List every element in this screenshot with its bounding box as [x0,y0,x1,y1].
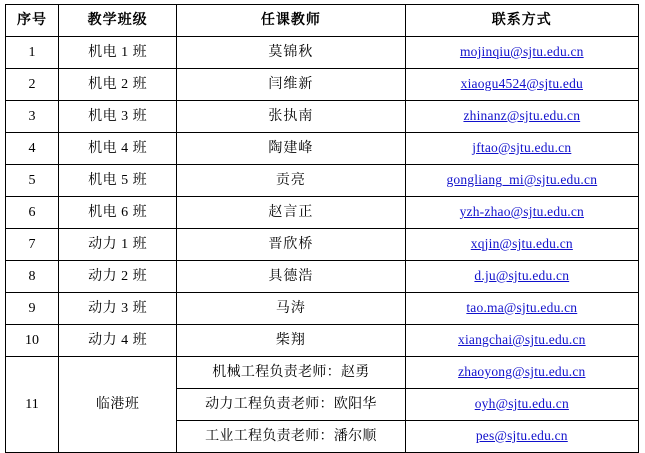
row-contact [405,421,638,453]
row-contact [405,389,638,421]
header-contact: 联系方式 [405,5,638,37]
header-no: 序号 [6,5,59,37]
email-link[interactable]: tao.ma@sjtu.edu.cn [466,299,578,315]
email-link[interactable]: xiangchai@sjtu.edu.cn [458,331,586,347]
row-class: 机电 3 班 [59,101,177,133]
email-link[interactable]: xqjin@sjtu.edu.cn [470,235,573,251]
row-teacher: 柴翔 [177,325,405,357]
email-link[interactable]: zhaoyong@sjtu.edu.cn [458,363,586,379]
row-no: 5 [6,165,59,197]
row-no: 2 [6,69,59,101]
row-contact [405,37,638,69]
email-link[interactable]: zhinanz@sjtu.edu.cn [463,107,581,123]
email-link[interactable]: yzh-zhao@sjtu.edu.cn [459,203,584,219]
row-teacher: 晋欣桥 [177,229,405,261]
row-teacher: 动力工程负责老师：欧阳华 [177,389,405,421]
row-teacher: 莫锦秋 [177,37,405,69]
email-link[interactable]: pes@sjtu.edu.cn [475,427,568,443]
row-contact [405,357,638,389]
table-row [6,229,639,261]
row-class: 机电 2 班 [59,69,177,101]
row-class: 机电 6 班 [59,197,177,229]
table-header-row [6,5,639,37]
header-teacher: 任课教师 [177,5,405,37]
row-teacher: 闫维新 [177,69,405,101]
row-class: 临港班 [59,357,177,453]
row-contact [405,133,638,165]
row-teacher: 马涛 [177,293,405,325]
row-contact [405,197,638,229]
row-no: 1 [6,37,59,69]
row-class: 机电 4 班 [59,133,177,165]
row-teacher: 陶建峰 [177,133,405,165]
row-contact [405,69,638,101]
row-class: 机电 5 班 [59,165,177,197]
row-no: 8 [6,261,59,293]
email-link[interactable]: gongliang_mi@sjtu.edu.cn [446,171,598,187]
row-contact [405,261,638,293]
email-link[interactable]: oyh@sjtu.edu.cn [474,395,569,411]
email-link[interactable]: d.ju@sjtu.edu.cn [474,267,570,283]
row-contact [405,229,638,261]
table-row [6,261,639,293]
table-row [6,37,639,69]
row-teacher: 张执南 [177,101,405,133]
row-no: 11 [6,357,59,453]
row-class: 动力 4 班 [59,325,177,357]
row-no: 9 [6,293,59,325]
row-teacher: 贡亮 [177,165,405,197]
table-row [6,293,639,325]
table-row [6,133,639,165]
email-link[interactable]: jftao@sjtu.edu.cn [472,139,572,155]
row-no: 10 [6,325,59,357]
table-row [6,69,639,101]
row-class: 动力 3 班 [59,293,177,325]
row-teacher: 机械工程负责老师：赵勇 [177,357,405,389]
row-teacher: 具德浩 [177,261,405,293]
row-contact [405,165,638,197]
table-row [6,101,639,133]
row-no: 7 [6,229,59,261]
row-class: 动力 1 班 [59,229,177,261]
row-no: 3 [6,101,59,133]
course-teacher-table [5,4,639,453]
row-teacher: 工业工程负责老师：潘尔顺 [177,421,405,453]
table-row [6,197,639,229]
row-class: 机电 1 班 [59,37,177,69]
table-row [6,165,639,197]
table-row-merged [6,357,639,389]
row-contact [405,325,638,357]
header-class: 教学班级 [59,5,177,37]
row-no: 4 [6,133,59,165]
email-link[interactable]: mojinqiu@sjtu.edu.cn [459,43,584,59]
table-row [6,325,639,357]
row-contact [405,101,638,133]
row-no: 6 [6,197,59,229]
email-link[interactable]: xiaogu4524@sjtu.edu [460,75,583,91]
row-class: 动力 2 班 [59,261,177,293]
row-teacher: 赵言正 [177,197,405,229]
row-contact [405,293,638,325]
